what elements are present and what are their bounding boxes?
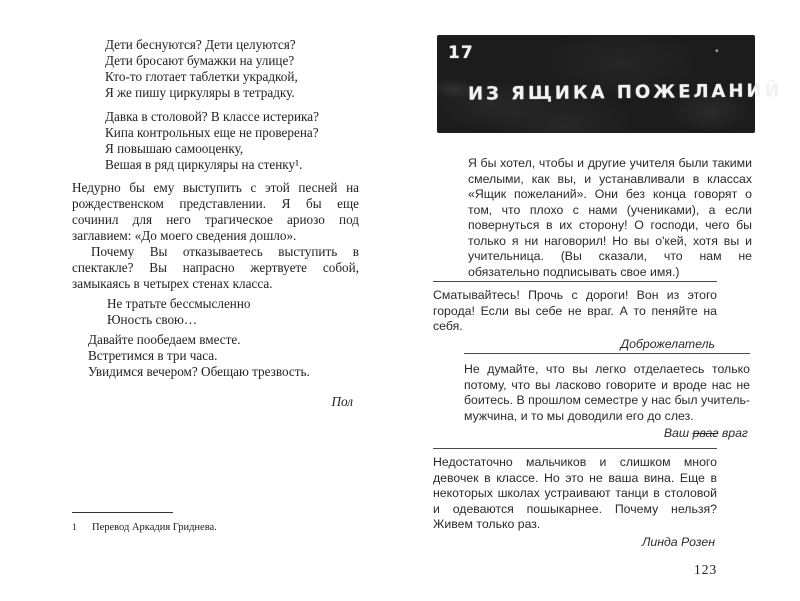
chapter-number: 17 xyxy=(448,43,474,63)
poem-stanza-1 xyxy=(105,37,359,101)
closing-lines xyxy=(88,332,359,380)
footnote-divider xyxy=(72,512,173,513)
footnote-marker: 1 xyxy=(72,523,77,533)
wish-note-1 xyxy=(468,156,752,280)
poem-line: Кипа контрольных еще не проверена? xyxy=(105,125,319,140)
poem-line: Дети беснуются? Дети целуются? xyxy=(105,37,296,52)
note-signature xyxy=(464,426,750,442)
note-signature: Линда Розен xyxy=(641,534,715,549)
footnote-line xyxy=(72,521,359,535)
poem-line: Вешая в ряд циркуляры на стенку¹. xyxy=(105,157,303,172)
poem-line: Давка в столовой? В классе истерика? xyxy=(105,109,319,124)
page-number: 123 xyxy=(694,562,718,577)
note-text: Я бы хотел, чтобы и другие учителя были такими смелыми, как вы, и устанавливали в классах «Ящик пожеланий». Они без конца говорят о том, что плохо с нами (учениками), а если повернуться в их сторону! О господи, чего бы только я ни наговорил! Но вы о'кей, хотя вы и учительница. (Вы сказали, что нам не обязательно подписывать свое имя.) xyxy=(468,156,752,279)
wish-note-2 xyxy=(433,281,717,352)
poem-line: Кто-то глотает таблетки украдкой, xyxy=(105,69,298,84)
poem-line: Дети бросают бумажки на улице? xyxy=(105,53,295,68)
signature-prefix: Ваш xyxy=(663,426,693,440)
chalkboard-chapter-header xyxy=(437,35,783,133)
body-paragraph-2: Почему Вы отказываетесь выступить в спектакле? Вы напрасно жертвуете собой, замыкаясь в четырех стенах класса. xyxy=(72,244,359,291)
footnote-text: Перевод Аркадия Гриднева. xyxy=(92,522,217,533)
chapter-title: ИЗ ЯЩИКА ПОЖЕЛАНИЙ xyxy=(467,80,783,105)
strikethrough-word: рваг xyxy=(692,426,719,440)
poem-stanza-2 xyxy=(105,109,359,173)
poem-line: Я повышаю самооценку, xyxy=(105,141,244,156)
body-paragraph-1: Недурно бы ему выступить с этой песней на рождественском представлении. Я бы еще сочинил для него трагическое ариозо под заглавием: «До моего сведения дошло». xyxy=(72,180,359,243)
footnote xyxy=(72,512,359,535)
signature-word: враг xyxy=(718,426,748,440)
verse-quote xyxy=(107,296,359,328)
wish-note-4 xyxy=(433,448,717,550)
closing-line: Увидимся вечером? Обещаю трезвость. xyxy=(88,364,310,379)
poem-line: Я же пишу циркуляры в тетрадку. xyxy=(105,85,295,100)
closing-line: Встретимся в три часа. xyxy=(88,348,218,363)
note-text: Не думайте, что вы легко отделаетесь только потому, что вы ласково говорите и вроде нас не боитесь. В прошлом семестре у нас был учитель-мужчина, и то мы доводили его до слез. xyxy=(464,362,750,423)
left-page xyxy=(72,37,359,410)
wish-note-3 xyxy=(464,353,750,442)
closing-line: Давайте пообедаем вместе. xyxy=(88,332,241,347)
note-signature: Доброжелатель xyxy=(620,336,715,351)
verse-line: Не тратьте бессмысленно xyxy=(107,296,251,311)
author-signature-pol: Пол xyxy=(331,394,353,409)
verse-line: Юность свою… xyxy=(107,312,198,327)
note-text: Сматывайтесь! Прочь с дороги! Вон из этого города! Если вы себе не враг. А то пеняйте на себя. xyxy=(433,288,717,333)
note-text: Недостаточно мальчиков и слишком много девочек в классе. Но это не ваша вина. Еще в некоторых школах устраивают танци в столовой и одеваются пошыкарнее. Почему нельзя? Живем только раз. xyxy=(433,455,717,531)
